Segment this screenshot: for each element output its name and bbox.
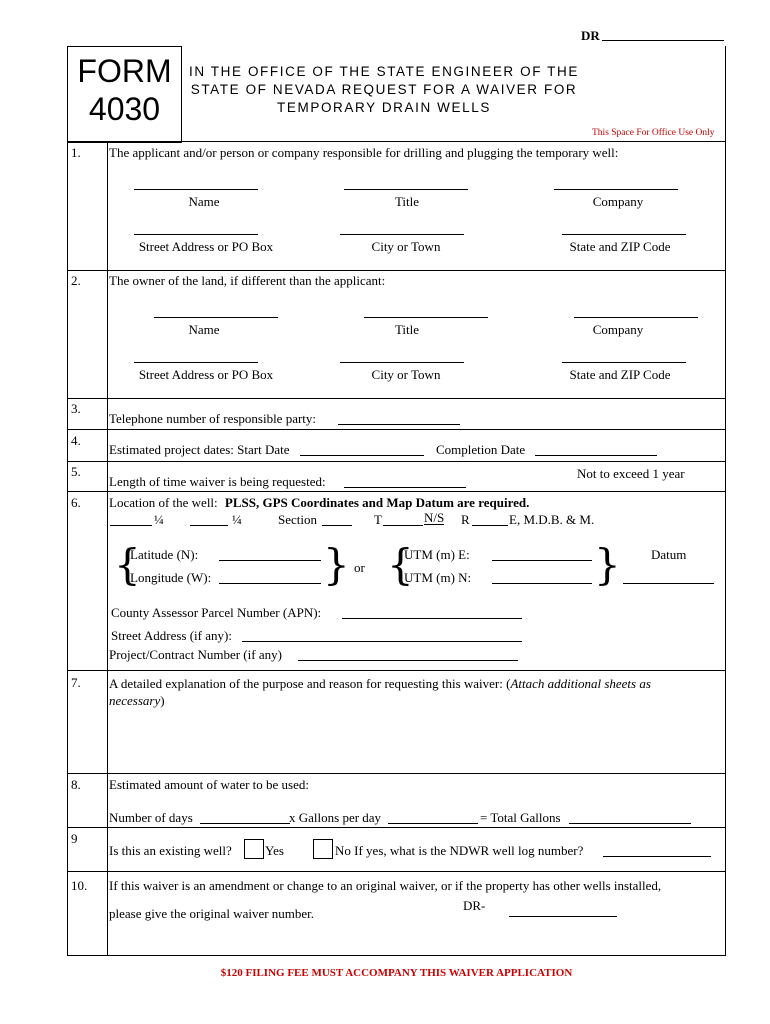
title-line-3: TEMPORARY DRAIN WELLS: [277, 100, 491, 115]
section-field[interactable]: [322, 525, 352, 526]
township-label: T: [374, 512, 382, 527]
waiver-length-field[interactable]: [344, 487, 466, 488]
quarter-2-field[interactable]: [190, 525, 228, 526]
township-field[interactable]: [383, 525, 423, 526]
form-bottom-border: [67, 955, 726, 956]
range-label: R: [461, 512, 470, 527]
datum-label: Datum: [651, 547, 687, 562]
no-label: No If yes, what is the NDWR well log number?: [335, 843, 584, 858]
row-divider: [67, 670, 726, 671]
owner-street-label: Street Address or PO Box: [138, 367, 274, 382]
days-label: Number of days: [109, 810, 193, 825]
form-right-border: [725, 46, 726, 955]
completion-date-label: Completion Date: [436, 442, 526, 457]
amendment-line-2: please give the original waiver number.: [109, 906, 315, 921]
applicant-city-field[interactable]: [340, 234, 464, 235]
owner-street-field[interactable]: [134, 362, 258, 363]
waiver-length-note: Not to exceed 1 year: [577, 466, 685, 481]
applicant-title-label: Title: [394, 194, 420, 209]
ns-label: N/S: [424, 510, 445, 525]
datum-field[interactable]: [623, 583, 714, 584]
section-2-prompt: The owner of the land, if different than the applicant:: [109, 273, 386, 288]
section-3-number: 3.: [71, 401, 81, 416]
section-6-number: 6.: [71, 495, 81, 510]
applicant-company-label: Company: [592, 194, 644, 209]
explanation-label: A detailed explanation of the purpose and reason for requesting this waiver: (: [109, 676, 511, 691]
section-8-number: 8.: [71, 777, 81, 792]
street-address-label: Street Address (if any):: [111, 628, 232, 643]
left-brace-close: }: [323, 540, 350, 589]
applicant-street-label: Street Address or PO Box: [138, 239, 274, 254]
quarter-1-field[interactable]: [110, 525, 152, 526]
section-9-number: 9: [71, 831, 78, 846]
section-1-number: 1.: [71, 145, 81, 160]
section-label: Section: [278, 512, 317, 527]
well-log-number-field[interactable]: [603, 856, 711, 857]
yes-label: Yes: [265, 843, 284, 858]
explanation-prompt: [109, 675, 709, 709]
right-brace-close: }: [594, 540, 621, 589]
owner-title-field[interactable]: [364, 317, 488, 318]
well-location-required: PLSS, GPS Coordinates and Map Datum are required.: [224, 495, 530, 510]
well-location-prompt: [109, 495, 529, 511]
applicant-title-field[interactable]: [344, 189, 468, 190]
section-4-number: 4.: [71, 433, 81, 448]
utm-e-field[interactable]: [492, 560, 592, 561]
start-date-label: Estimated project dates: Start Date: [109, 442, 290, 457]
quarter-2-label: ¼: [232, 512, 242, 527]
well-location-label: Location of the well:: [109, 495, 218, 510]
telephone-field[interactable]: [338, 424, 460, 425]
row-divider: [67, 461, 726, 462]
gallons-label: x Gallons per day: [289, 810, 382, 825]
range-field[interactable]: [472, 525, 508, 526]
explanation-area[interactable]: [109, 710, 723, 770]
completion-date-field[interactable]: [535, 455, 657, 456]
utm-n-field[interactable]: [492, 583, 592, 584]
applicant-name-field[interactable]: [134, 189, 258, 190]
waiver-length-label: Length of time waiver is being requested:: [109, 474, 326, 489]
applicant-city-label: City or Town: [371, 239, 441, 254]
section-10-number: 10.: [71, 878, 88, 893]
applicant-statezip-label: State and ZIP Code: [569, 239, 671, 254]
latitude-field[interactable]: [219, 560, 321, 561]
row-divider: [67, 827, 726, 828]
total-field[interactable]: [569, 823, 691, 824]
section-5-number: 5.: [71, 464, 81, 479]
utm-e-label: UTM (m) E:: [404, 547, 470, 562]
applicant-company-field[interactable]: [554, 189, 678, 190]
owner-city-field[interactable]: [340, 362, 464, 363]
owner-title-label: Title: [394, 322, 420, 337]
owner-name-label: Name: [188, 322, 220, 337]
amendment-line-1: If this waiver is an amendment or change to an original waiver, or if the property has other wells installed,: [109, 878, 662, 893]
row-divider: [67, 491, 726, 492]
meridian-label: E, M.D.B. & M.: [509, 512, 595, 527]
telephone-label: Telephone number of responsible party:: [109, 411, 317, 426]
filing-fee-notice: $120 FILING FEE MUST ACCOMPANY THIS WAIVER APPLICATION: [220, 967, 573, 979]
number-column-divider: [107, 141, 108, 955]
project-number-label: Project/Contract Number (if any): [109, 647, 282, 662]
latitude-label: Latitude (N):: [130, 547, 199, 562]
section-2-number: 2.: [71, 273, 81, 288]
days-field[interactable]: [200, 823, 290, 824]
owner-name-field[interactable]: [154, 317, 278, 318]
owner-company-field[interactable]: [574, 317, 698, 318]
title-line-2: STATE OF NEVADA REQUEST FOR A WAIVER FOR: [190, 82, 578, 97]
water-amount-prompt: Estimated amount of water to be used:: [109, 777, 310, 792]
yes-checkbox[interactable]: [244, 839, 264, 859]
right-brace-open: {: [387, 540, 414, 589]
row-divider: [67, 398, 726, 399]
project-number-field[interactable]: [298, 660, 518, 661]
row-divider: [67, 773, 726, 774]
section-1-prompt: The applicant and/or person or company responsible for drilling and plugging the temporary well:: [109, 145, 619, 160]
section-7-number: 7.: [71, 675, 81, 690]
owner-statezip-field[interactable]: [562, 362, 686, 363]
no-checkbox[interactable]: [313, 839, 333, 859]
applicant-name-label: Name: [188, 194, 220, 209]
applicant-street-field[interactable]: [134, 234, 258, 235]
owner-statezip-label: State and ZIP Code: [569, 367, 671, 382]
dr-prefix-label: DR-: [463, 898, 486, 913]
longitude-label: Longitude (W):: [130, 570, 212, 585]
title-line-1: IN THE OFFICE OF THE STATE ENGINEER OF THE: [189, 64, 579, 79]
quarter-1-label: ¼: [154, 512, 164, 527]
dr-number-field[interactable]: [602, 40, 724, 41]
start-date-field[interactable]: [300, 455, 424, 456]
or-label: or: [354, 560, 365, 575]
gallons-field[interactable]: [388, 823, 478, 824]
applicant-statezip-field[interactable]: [562, 234, 686, 235]
row-divider: [67, 429, 726, 430]
longitude-field[interactable]: [219, 583, 321, 584]
street-address-field[interactable]: [242, 641, 522, 642]
existing-well-label: Is this an existing well?: [109, 843, 232, 858]
row-divider: [67, 871, 726, 872]
office-use-note: This Space For Office Use Only: [592, 128, 715, 138]
utm-n-label: UTM (m) N:: [404, 570, 472, 585]
form-number: 4030: [88, 91, 161, 127]
apn-field[interactable]: [342, 618, 522, 619]
original-waiver-number-field[interactable]: [509, 916, 617, 917]
left-brace-open: {: [114, 540, 141, 589]
explanation-end: ): [160, 693, 165, 708]
owner-company-label: Company: [592, 322, 644, 337]
form-title: [183, 63, 585, 117]
apn-label: County Assessor Parcel Number (APN):: [111, 605, 322, 620]
explanation-italic: Attach additional sheets as necessary: [109, 676, 651, 708]
total-label: = Total Gallons: [480, 810, 561, 825]
row-divider: [67, 270, 726, 271]
owner-city-label: City or Town: [371, 367, 441, 382]
dr-label: DR: [581, 28, 600, 43]
form-word: FORM: [77, 53, 172, 89]
